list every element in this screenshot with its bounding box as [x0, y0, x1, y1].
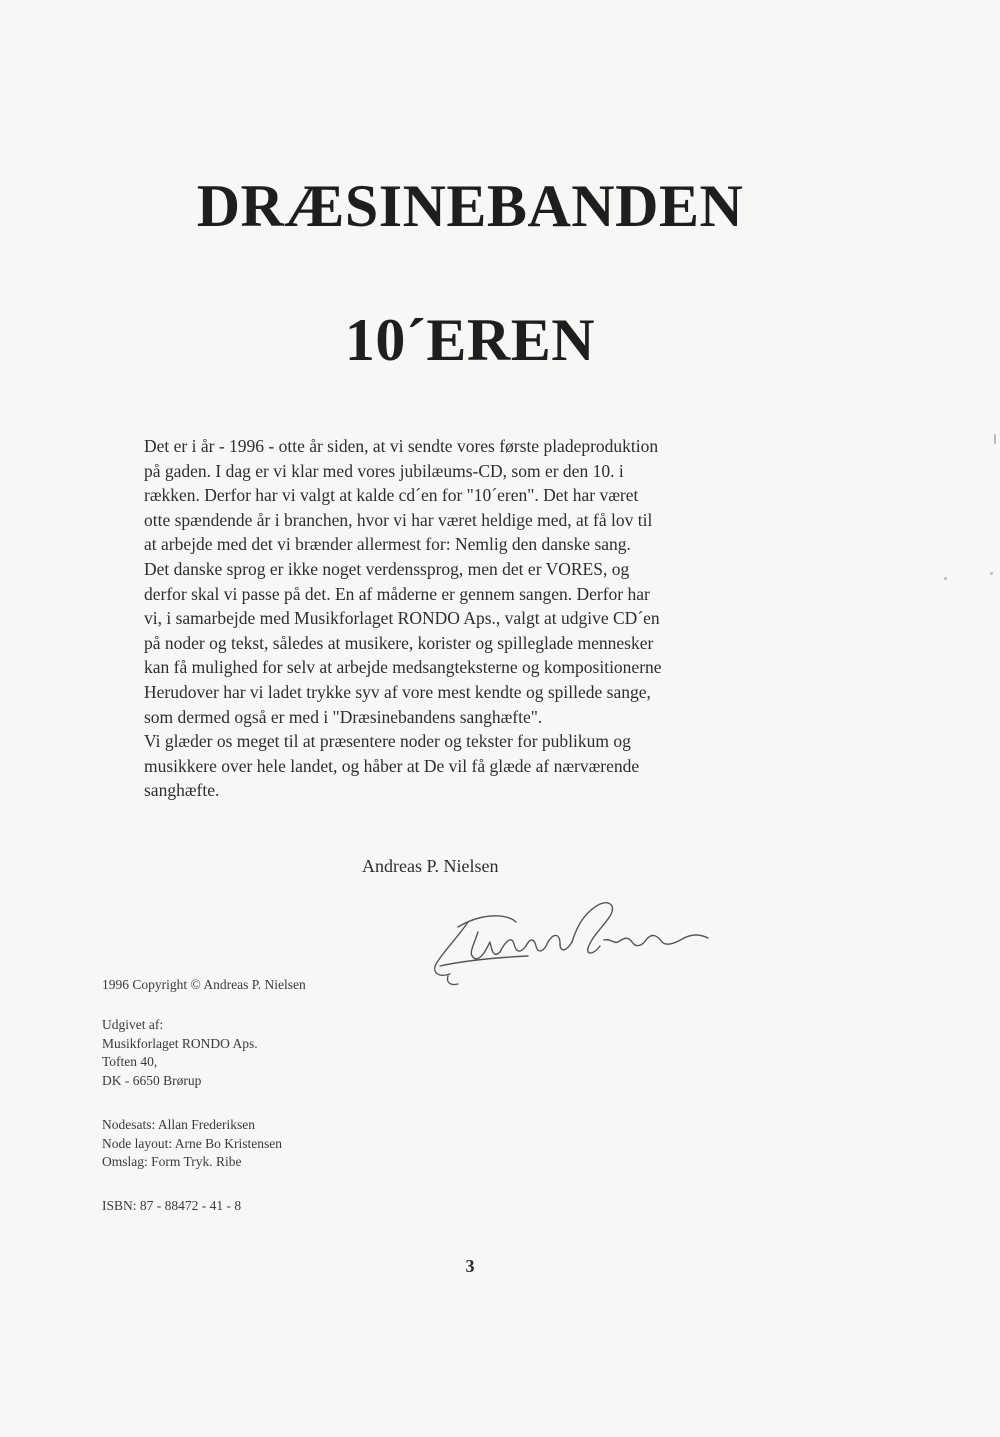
intro-line: på gaden. I dag er vi klar med vores jubilæums-CD, som er den 10. i: [144, 460, 624, 481]
paper-speck: [944, 577, 947, 580]
page-number: 3: [465, 1256, 475, 1276]
intro-line: som dermed også er med i "Dræsinebandens sanghæfte".: [144, 706, 543, 727]
intro-line: Herudover har vi ladet trykke syv af vore mest kendte og spillede sange,: [144, 681, 651, 702]
intro-line: otte spændende år i branchen, hvor vi har været heldige med, at få lov til: [144, 509, 653, 530]
paper-speck: [990, 572, 993, 575]
intro-line: på noder og tekst, således at musikere, korister og spilleglade mennesker: [144, 632, 654, 653]
intro-line: kan få mulighed for selv at arbejde medsangteksterne og kompositionerne: [144, 657, 662, 678]
signature-icon: [428, 892, 718, 992]
intro-line: musikkere over hele landet, og håber at De vil få glæde af nærværende: [144, 755, 640, 776]
publisher-street: Toften 40,: [102, 1054, 158, 1069]
page-subtitle: 10´EREN: [344, 307, 596, 373]
intro-line: at arbejde med det vi brænder allermest for: Nemlig den danske sang.: [144, 534, 631, 555]
credit-layout: Node layout: Arne Bo Kristensen: [102, 1135, 282, 1151]
copyright-notice: [102, 976, 306, 995]
publisher-name: Musikforlaget RONDO Aps.: [102, 1035, 258, 1051]
credit-cover: Omslag: Form Tryk. Ribe: [102, 1154, 242, 1169]
intro-line: sanghæfte.: [144, 780, 220, 801]
copyright-text: 1996 Copyright © Andreas P. Nielsen: [102, 977, 306, 992]
page-title: DRÆSINEBANDEN: [196, 173, 744, 239]
intro-line: Det er i år - 1996 - otte år siden, at vi sendte vores første pladeproduktion: [144, 436, 659, 456]
intro-line: Det danske sprog er ikke noget verdenssprog, men det er VORES, og: [144, 558, 630, 579]
paper-speck: [994, 434, 996, 444]
intro-line: rækken. Derfor har vi valgt at kalde cd´en for "10´eren". Det har været: [144, 485, 639, 506]
author-name: Andreas P. Nielsen: [362, 856, 499, 876]
publisher-label: Udgivet af:: [102, 1017, 164, 1032]
isbn: [102, 1197, 241, 1216]
intro-text: [144, 434, 784, 803]
intro-line: derfor skal vi passe på det. En af måderne er gennem sangen. Derfor har: [144, 583, 650, 604]
credit-nodesats: Nodesats: Allan Frederiksen: [102, 1117, 255, 1132]
isbn-text: ISBN: 87 - 88472 - 41 - 8: [102, 1198, 242, 1213]
publisher-city: DK - 6650 Brørup: [102, 1072, 202, 1088]
credits-block: [102, 1116, 282, 1172]
intro-line: Vi glæder os meget til at præsentere noder og tekster for publikum og: [144, 731, 631, 752]
publisher-block: [102, 1016, 258, 1090]
intro-line: vi, i samarbejde med Musikforlaget RONDO Aps., valgt at udgive CD´en: [144, 608, 660, 629]
